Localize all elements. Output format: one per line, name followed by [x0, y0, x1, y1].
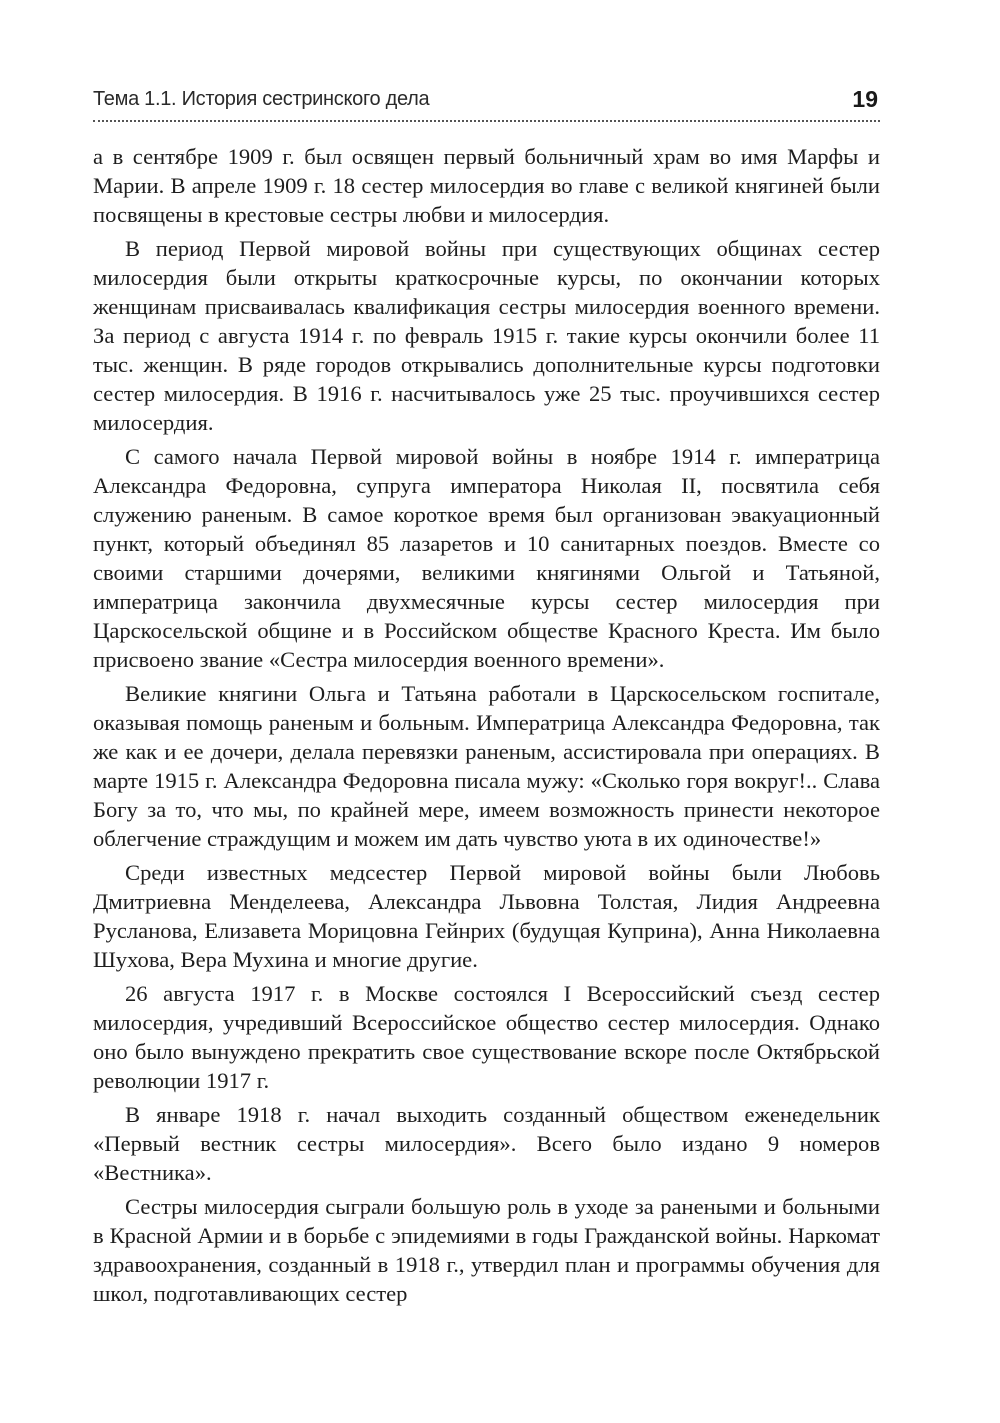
book-page — [93, 80, 880, 1313]
body-text — [93, 142, 880, 1308]
paragraph-congress-1917: 26 августа 1917 г. в Москве состоялся I Всероссийский съезд сестер милосердия, учредивший Всероссийское общество сестер милосердия. Однако оно было вынуждено прекратить свое существование вскоре после Октябрьской революции 1917 г. — [93, 981, 880, 1093]
paragraph-grand-duchesses: Великие княгини Ольга и Татьяна работали в Царскосельском госпитале, оказывая помощь раненым и больным. Императрица Александра Федоровна, так же как и ее дочери, делала перевязки раненым, ассистировала при операциях. В марте 1915 г. Александра Федоровна писала мужу: «Сколько горя вокруг!.. Слава Богу за то, что мы, по крайней мере, имеем возможность принести некоторое облегчение страждущим и можем им дать чувство уюта в их одиночестве!» — [93, 681, 880, 851]
running-header — [93, 80, 880, 122]
paragraph-famous-nurses: Среди известных медсестер Первой мировой войны были Любовь Дмитриевна Менделеева, Александра Львовна Толстая, Лидия Андреевна Русланова, Елизавета Морицовна Гейнрих (будущая Куприна), Анна Николаевна Шухова, Вера Мухина и многие другие. — [93, 860, 880, 972]
page-number: 19 — [852, 86, 878, 112]
chapter-title: Тема 1.1. История сестринского дела — [93, 88, 430, 110]
paragraph-wwi-courses: В период Первой мировой войны при существующих общинах сестер милосердия были открыты краткосрочные курсы, по окончании которых женщинам присваивалась квалификация сестры милосердия военного времени. За период с августа 1914 г. по февраль 1915 г. такие курсы окончили более 11 тыс. женщин. В ряде городов открывались дополнительные курсы подготовки сестер милосердия. В 1916 г. насчитывалось уже 25 тыс. проучившихся сестер милосердия. — [93, 236, 880, 435]
paragraph-weekly-herald: В январе 1918 г. начал выходить созданный обществом еженедельник «Первый вестник сестры милосердия». Всего было издано 9 номеров «Вестника». — [93, 1102, 880, 1185]
paragraph-empress-service: С самого начала Первой мировой войны в ноябре 1914 г. императрица Александра Федоровна, супруга императора Николая II, посвятила себя служению раненым. В самое короткое время был организован эвакуационный пункт, который объединял 85 лазаретов и 10 санитарных поездов. Вместе со своими старшими дочерями, великими княгинями Ольгой и Татьяной, императрица закончила двухмесячные курсы сестер милосердия при Царскосельской общине и в Российском обществе Красного Креста. Им было присвоено звание «Сестра милосердия военного времени». — [93, 444, 880, 672]
paragraph-continuation: а в сентябре 1909 г. был освящен первый больничный храм во имя Марфы и Марии. В апреле 1909 г. 18 сестер милосердия во главе с великой княгиней были посвящены в крестовые сестры любви и милосердия. — [93, 144, 880, 227]
paragraph-civil-war: Сестры милосердия сыграли большую роль в уходе за ранеными и больными в Красной Армии и в борьбе с эпидемиями в годы Гражданской войны. Наркомат здравоохранения, созданный в 1918 г., утвердил план и программы обучения для школ, подготавливающих сестер — [93, 1194, 880, 1306]
